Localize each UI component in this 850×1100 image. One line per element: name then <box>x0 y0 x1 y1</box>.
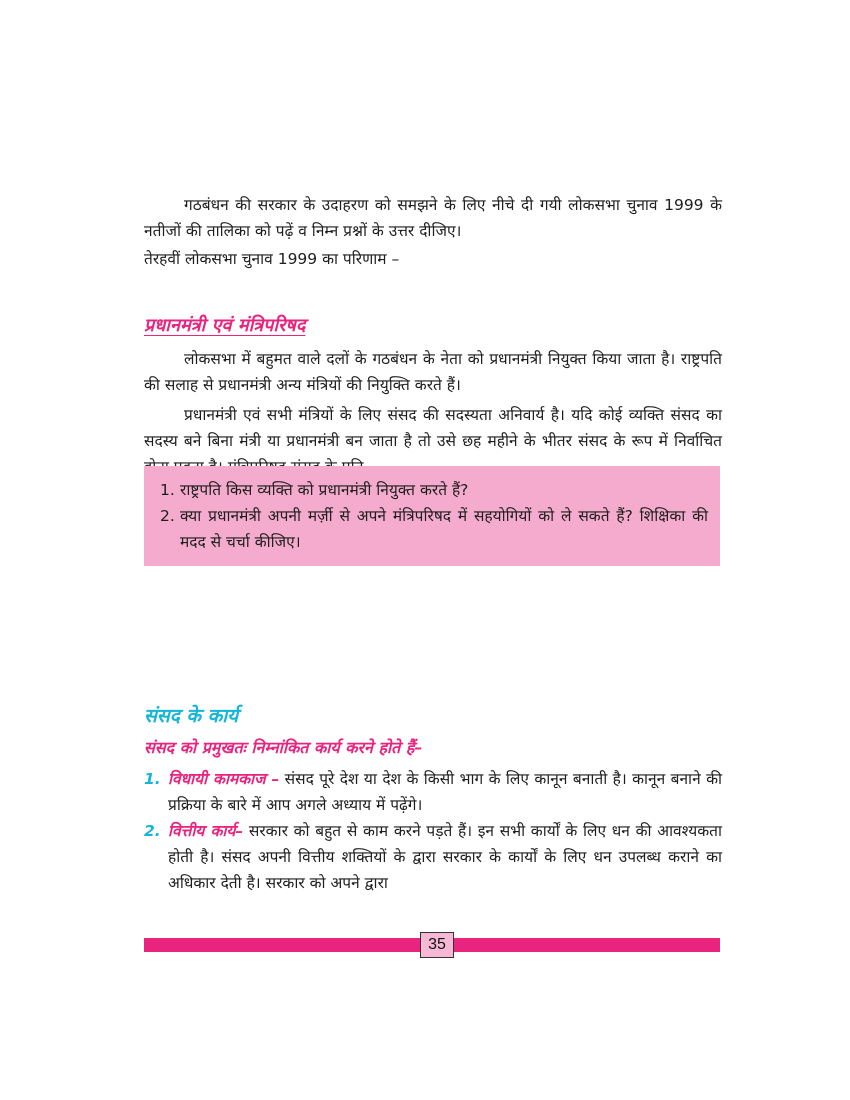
parliament-subheading: संसद को प्रमुखतः निम्नांकित कार्य करने होते हैं– <box>144 738 423 757</box>
function-item-financial <box>144 818 722 896</box>
page-number: 35 <box>420 932 454 958</box>
questions-list <box>160 477 708 555</box>
pm-section-heading: प्रधानमंत्री एवं मंत्रिपरिषद <box>144 315 306 336</box>
question-item <box>160 503 708 555</box>
function-text: संसद पूरे देश या देश के किसी भाग के लिए कानून बनाती है। कानून बनाने की प्रक्रिया के बारे में आप अगले अध्याय में पढ़ेंगे। <box>168 770 722 814</box>
pm-paragraph-2: प्रधानमंत्री एवं सभी मंत्रियों के लिए संसद की सदस्यता अनिवार्य है। यदि कोई व्यक्ति संसद का सदस्य बने बिना मंत्री या प्रधानमंत्री बन जाता है तो उसे छह महीने के भीतर संसद के रूप में निर्वाचित <box>144 406 722 450</box>
question-text: क्या प्रधानमंत्री अपनी मर्ज़ी से अपने मंत्रिपरिषद में सहयोगियों को ले सकते हैं? शिक्षिका की मदद से चर्चा कीजिए। <box>180 507 708 551</box>
question-item <box>160 477 708 503</box>
function-item-legislative <box>144 766 722 818</box>
question-text: राष्ट्रपति किस व्यक्ति को प्रधानमंत्री नियुक्त करते हैं? <box>180 481 469 499</box>
election-result-caption: तेरहवीं लोकसभा चुनाव 1999 का परिणाम – <box>144 250 400 268</box>
intro-paragraph: गठबंधन की सरकार के उदाहरण को समझने के लिए नीचे दी गयी लोकसभा चुनाव 1999 के नतीजों की तालिका को पढ़ें व निम्न प्रश्नों के उत्तर दीजिए। <box>144 196 722 240</box>
function-title: विधायी कामकाज – <box>168 770 280 788</box>
question-number: 1. <box>160 481 175 499</box>
function-text: सरकार को बहुत से काम करने पड़ते हैं। इन सभी कार्यों के लिए धन की आवश्यकता होती है। संसद अपनी वित्तीय शक्तियों के द्वारा सरकार के कार्यों के लिए धन उपलब्ध कराने का अधिकार देती है। सरकार को अपने द्वारा <box>168 822 722 892</box>
function-number: 2. <box>144 822 161 840</box>
pm-paragraph-1: लोकसभा में बहुमत वाले दलों के गठबंधन के नेता को प्रधानमंत्री नियुक्त किया जाता है। राष्ट्रपति की सलाह से प्रधानमंत्री अन्य मंत्रियों की नियुक्ति करते हैं। <box>144 350 722 394</box>
parliament-section-heading: संसद के कार्य <box>144 705 239 727</box>
function-number: 1. <box>144 770 161 788</box>
question-number: 2. <box>160 507 175 525</box>
function-title: वित्तीय कार्य– <box>168 822 244 840</box>
